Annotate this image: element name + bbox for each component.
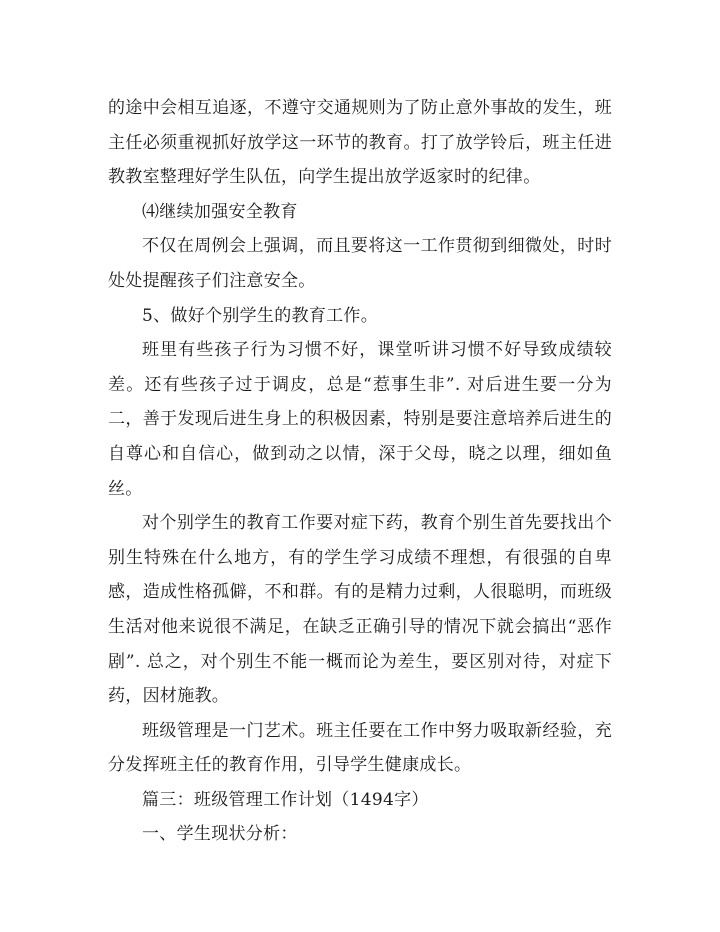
paragraph-heading-safety: ⑷继续加强安全教育 [142,201,298,222]
section-heading-student-analysis: 一、学生现状分析： [142,824,298,845]
paragraph-safety-reminder: 不仅在周例会上强调，而且要将这一工作贯彻到细微处，时时处处提醒孩子们注意安全。 [108,236,612,291]
paragraph-individual-education: 对个别学生的教育工作要对症下药，教育个别生首先要找出个别生特殊在什么地方，有的学生学习成绩不理想，有很强的自卑感，造成性格孤僻，不和群。有的是精力过剩，人很聪明，而班级生活对他来说很不满足，在缺乏正确引导的情况下就会搞出“恶作剧”. 总之，对个别生不能一概而论为差生，要区别对待，对症下药，因材施教。 [108,513,612,707]
paragraph-class-management-art: 班级管理是一门艺术。班主任要在工作中努力吸取新经验，充分发挥班主任的教育作用，引导学生健康成长。 [108,720,612,776]
paragraph-school-dismissal: 的途中会相互追逐，不遵守交通规则为了防止意外事故的发生，班主任必须重视抓好放学这一环节的教育。打了放学铃后，班主任进教教室整理好学生队伍，向学生提出放学返家时的纪律。 [108,98,612,188]
paragraph-behavior-habits: 班里有些孩子行为习惯不好，课堂听讲习惯不好导致成绩较差。还有些孩子过于调皮，总是“惹事生非”. 对后进生要一分为二，善于发现后进生身上的积极因素，特别是要注意培养后进生的自尊心和自信心，做到动之以情，深于父母，晓之以理，细如鱼丝。 [108,340,612,499]
paragraph-heading-individual-students: 5、做好个别学生的教育工作。 [142,305,379,326]
document-body [108,91,612,852]
section-title-part-three: 篇三：班级管理工作计划（1494字） [142,789,429,810]
